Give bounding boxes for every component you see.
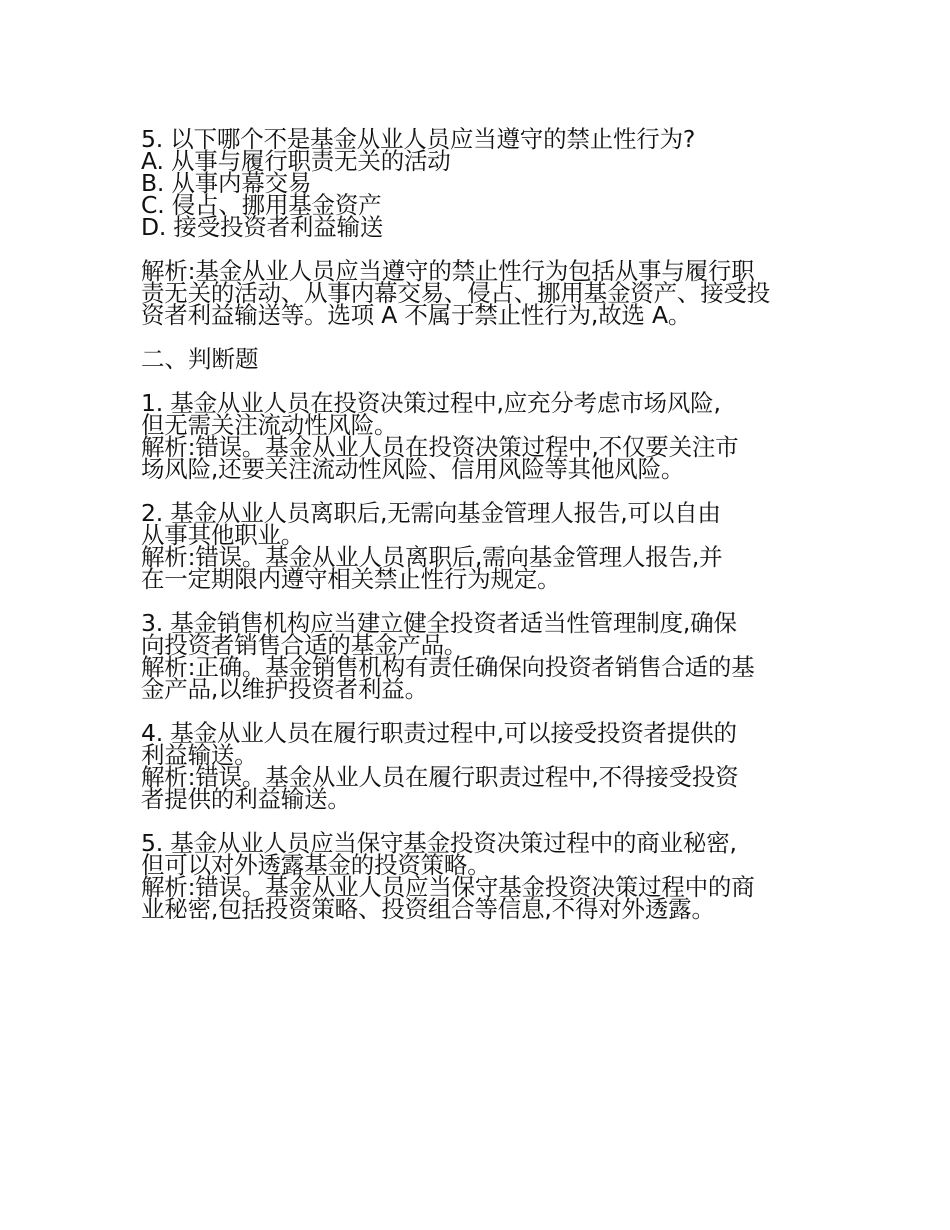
tf-question-line: 1. 基金从业人员在投资决策过程中,应充分考虑市场风险,	[141, 389, 721, 417]
tf-analysis-line: 在一定期限内遵守相关禁止性行为规定。	[141, 565, 561, 593]
tf-analysis-line: 解析:错误。基金从业人员离职后,需向基金管理人报告,并	[141, 543, 723, 571]
mc-analysis-block	[141, 257, 813, 329]
mc-option-a: A. 从事与履行职责无关的活动	[141, 147, 451, 175]
mc-question-block	[141, 125, 813, 241]
tf-question-block	[141, 719, 813, 813]
mc-option-c: C. 侵占、挪用基金资产	[141, 191, 382, 219]
tf-question-line: 向投资者销售合适的基金产品。	[141, 631, 468, 659]
mc-option-d: D. 接受投资者利益输送	[141, 213, 384, 241]
tf-analysis-line: 解析:正确。基金销售机构有责任确保向投资者销售合适的基	[141, 653, 755, 681]
mc-question-text: 5. 以下哪个不是基金从业人员应当遵守的禁止性行为?	[141, 125, 696, 153]
tf-question-block	[141, 389, 813, 483]
tf-analysis-line: 解析:错误。基金从业人员应当保守基金投资决策过程中的商	[141, 873, 755, 901]
tf-question-line: 4. 基金从业人员在履行职责过程中,可以接受投资者提供的	[141, 719, 737, 747]
tf-question-line: 但可以对外透露基金的投资策略。	[141, 851, 491, 879]
tf-question-line: 利益输送。	[141, 741, 258, 769]
mc-analysis-line: 责无关的活动、从事内幕交易、侵占、挪用基金资产、接受投	[141, 279, 771, 307]
tf-analysis-line: 金产品,以维护投资者利益。	[141, 675, 428, 703]
document-page	[141, 125, 813, 923]
tf-question-line: 5. 基金从业人员应当保守基金投资决策过程中的商业秘密,	[141, 829, 737, 857]
tf-analysis-line: 者提供的利益输送。	[141, 785, 351, 813]
tf-question-line: 2. 基金从业人员离职后,无需向基金管理人报告,可以自由	[141, 499, 721, 527]
tf-question-block	[141, 829, 813, 923]
tf-analysis-line: 解析:错误。基金从业人员在履行职责过程中,不得接受投资	[141, 763, 739, 791]
tf-question-line: 从事其他职业。	[141, 521, 305, 549]
tf-question-line: 3. 基金销售机构应当建立健全投资者适当性管理制度,确保	[141, 609, 737, 637]
tf-question-block	[141, 609, 813, 703]
tf-analysis-line: 场风险,还要关注流动性风险、信用风险等其他风险。	[141, 455, 685, 483]
tf-analysis-line: 业秘密,包括投资策略、投资组合等信息,不得对外透露。	[141, 895, 715, 923]
mc-option-b: B. 从事内幕交易	[141, 169, 312, 197]
mc-analysis-line: 资者利益输送等。选项 A 不属于禁止性行为,故选 A。	[141, 301, 692, 329]
tf-analysis-line: 解析:错误。基金从业人员在投资决策过程中,不仅要关注市	[141, 433, 739, 461]
tf-question-line: 但无需关注流动性风险。	[141, 411, 398, 439]
mc-analysis-line: 解析:基金从业人员应当遵守的禁止性行为包括从事与履行职	[141, 257, 755, 285]
tf-question-block	[141, 499, 813, 593]
section-heading: 二、判断题	[141, 345, 259, 373]
